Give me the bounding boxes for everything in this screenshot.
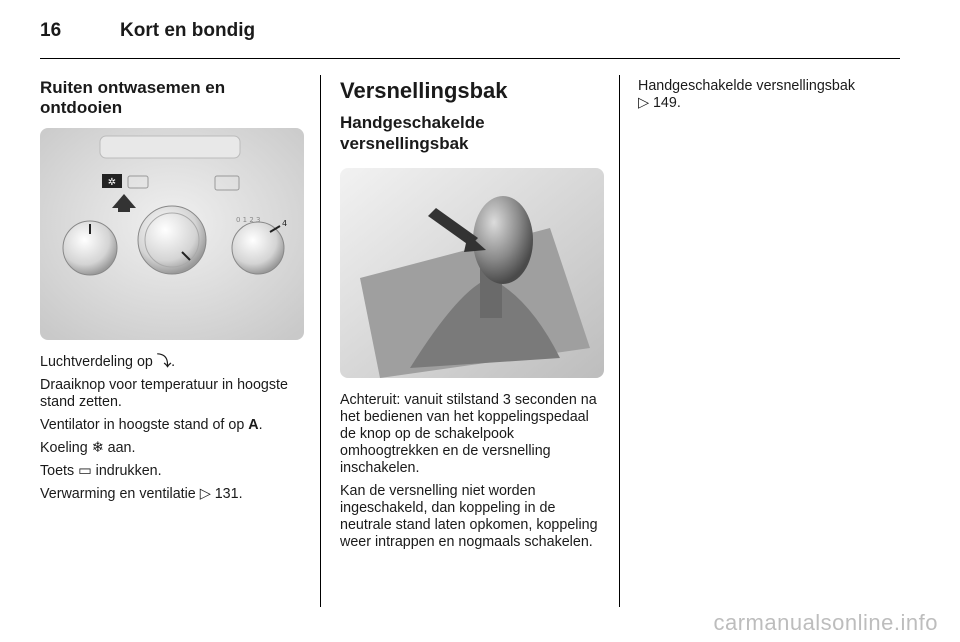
manual-gearbox-reference: Handgeschakelde versnellingsbak ▷ 149.: [638, 78, 855, 111]
gear-fail-paragraph: Kan de versnelling niet worden ingeschakeld, dan koppeling in de neutrale stand laten opkomen, koppeling weer intrappen en nogmaals schakelen.: [340, 483, 598, 550]
column-gearbox: [340, 78, 605, 557]
auto-icon: A: [248, 417, 259, 433]
column-divider-left: [320, 75, 321, 607]
defrost-step-5: Toets ▭ indrukken.: [40, 463, 162, 479]
defrost-step-6: Verwarming en ventilatie ▷ 131.: [40, 486, 243, 502]
header-rule: [40, 58, 900, 59]
rear-window-heat-icon: ▭: [78, 463, 92, 479]
defrost-step-1: Luchtverdeling op ⤵.: [40, 354, 176, 370]
defrost-step-4: Koeling ❄ aan.: [40, 440, 136, 456]
page-reference-icon: ▷: [638, 95, 649, 111]
subheading-manual-gearbox: Handgeschakelde versnellingsbak: [340, 113, 485, 153]
page-title: Kort en bondig: [120, 20, 256, 41]
svg-text:0 1 2 3: 0 1 2 3: [236, 216, 261, 224]
climate-control-illustration: [40, 128, 304, 340]
column-defrost: [40, 78, 305, 509]
section-heading-gearbox: Versnellingsbak: [340, 78, 508, 103]
air-distribution-icon: ⤵: [156, 354, 172, 370]
defrost-step-3: Ventilator in hoogste stand of op A.: [40, 417, 263, 433]
cooling-icon: ❄: [91, 440, 104, 456]
reverse-gear-paragraph: Achteruit: vanuit stilstand 3 seconden na het bedienen van het koppelingspedaal de knop op de schakelpook omhoogtrekken en de versnelling inschakelen.: [340, 392, 597, 476]
svg-text:✲: ✲: [107, 177, 117, 188]
svg-text:4: 4: [282, 219, 288, 228]
page-reference-icon: ▷: [199, 486, 211, 502]
section-heading-defrost: Ruiten ontwasemen en ontdooien: [40, 78, 226, 117]
page-number: 16: [40, 20, 62, 41]
watermark: carmanualsonline.info: [713, 610, 938, 635]
column-divider-right: [619, 75, 620, 607]
defrost-step-2: Draaiknop voor temperatuur in hoogste stand zetten.: [40, 377, 288, 410]
page-header: [40, 20, 900, 50]
column-reference: [638, 78, 903, 118]
gear-lever-illustration: [340, 168, 604, 378]
